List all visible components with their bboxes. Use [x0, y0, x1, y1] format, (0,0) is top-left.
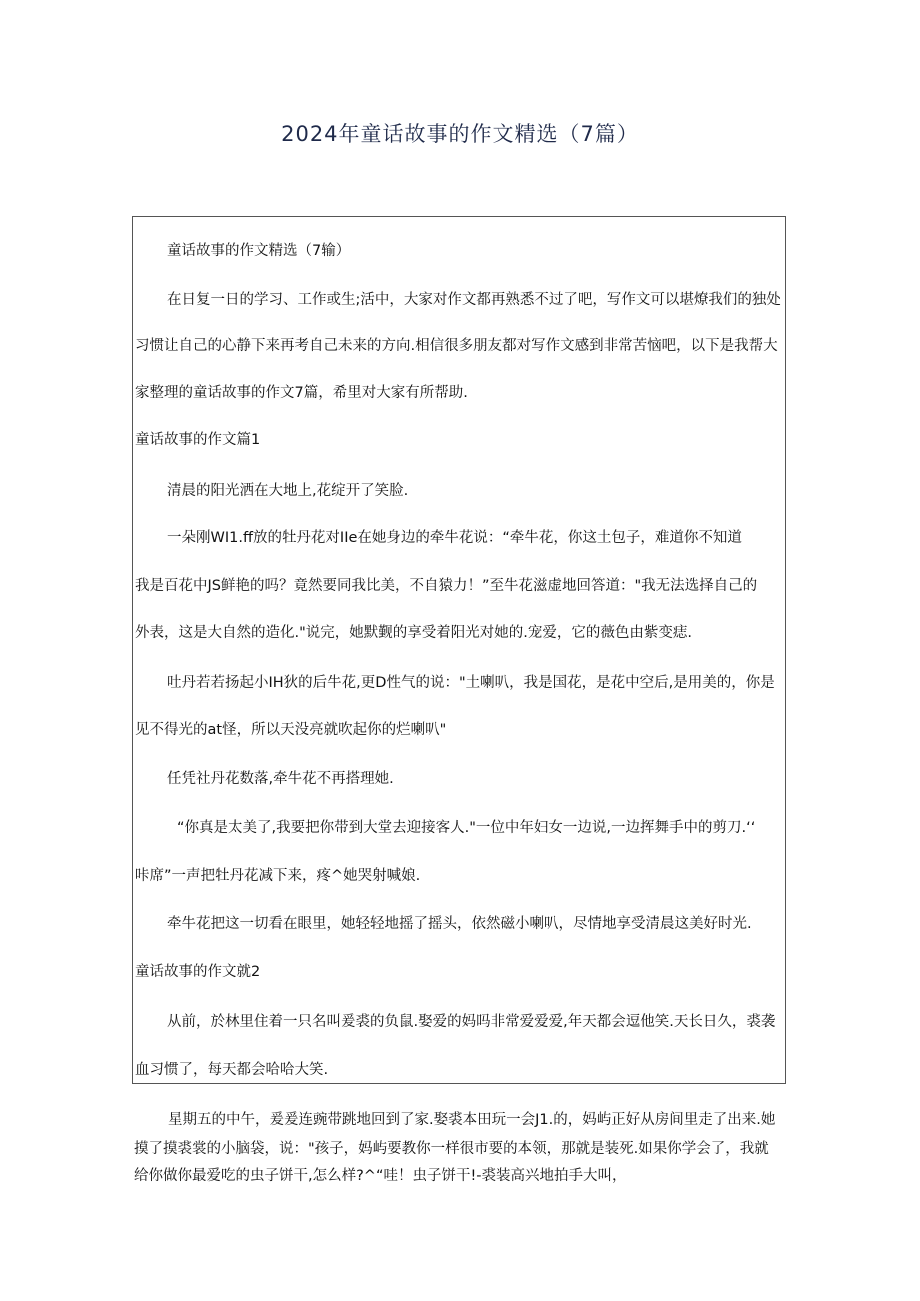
story1-line-4: 外表，这是大自然的造化."说完，她默觐的享受着阳光对她的.宠爱，它的薇色由紫变痣. [135, 625, 692, 641]
section-heading-2: 童话故事的作文就2 [135, 964, 261, 980]
box-heading: 童话故事的作文精选（7输） [167, 243, 351, 259]
story2-line-1: 从前，於林里住着一只名叫爰裘的负鼠.娶爱的妈吗非常爱爱爱,年天都会逗他笑.天长日久，裘袭 [167, 1014, 776, 1030]
story1-line-1: 清晨的阳光洒在大地上,花绽开了笑脸. [167, 483, 409, 499]
story1-line-2: 一朵刚WI1.ff放的牡丹花对IIe在她身边的牵牛花说：“牵牛花，你这土包子，难道你不知道 [167, 530, 742, 546]
content-box [132, 216, 786, 1084]
continuation-line-3: 给你做你最爱吃的虫子饼干,怎么样?^“哇！虫子饼干!-裘装高兴地拍手大叫， [134, 1168, 627, 1184]
story1-line-6: 见不得光的at怪，所以天没亮就吹起你的烂喇叭" [135, 722, 447, 738]
story1-line-8: “你真是太美了,我要把你带到大堂去迎接客人."一位中年妇女一边说,一边挥舞手中的剪刀.‘‘ [177, 820, 756, 836]
story1-line-10: 牵牛花把这一切看在眼里，她轻轻地摇了摇头，依然磁小喇叭，尽情地享受清晨这美好时光. [167, 916, 752, 932]
intro-line-1: 在日复一日的学习、工作或生;活中，大家对作文都再熟悉不过了吧，写作文可以堪燎我们的独处 [167, 292, 781, 308]
continuation-line-2: 摸了摸裘裳的小脑袋，说："孩子，妈屿要教你一样很市要的本领，那就是装死.如果你学会了，我就 [134, 1141, 769, 1157]
document-title: 2024年童话故事的作文精选（7篇） [281, 122, 639, 146]
continuation-line-1: 星期五的中午，爰爰连豌带跳地回到了家.娶裘本田玩一会J1.的，妈屿正好从房间里走了出来.她 [168, 1112, 776, 1128]
story1-line-7: 任凭社丹花数落,牵牛花不再搭理她. [167, 771, 394, 787]
intro-line-3: 家整理的童话故事的作文7篇，希里对大家有所帮助. [135, 385, 468, 401]
story1-line-3: 我是百花中JS鲜艳的吗？竟然要同我比美，不自猿力！”至牛花滋虚地回答道："我无法选择自己的 [135, 578, 758, 594]
story1-line-5: 吐丹若若扬起小IH狄的后牛花,更D性气的说："土喇叭，我是国花，是花中空后,是用美的，你是 [167, 675, 775, 691]
story1-line-9: 咔席”一声把牡丹花减下来，疼^她哭射喊娘. [135, 868, 421, 884]
story2-line-2: 血习惯了，每天都会哈哈大笑. [135, 1062, 329, 1078]
intro-line-2: 习惯让自己的心静下来再考自己未来的方向.相信很多朋友都对写作文感到非常苦恼吧，以下是我帮大 [135, 338, 778, 354]
section-heading-1: 童话故事的作文篇1 [135, 432, 261, 448]
